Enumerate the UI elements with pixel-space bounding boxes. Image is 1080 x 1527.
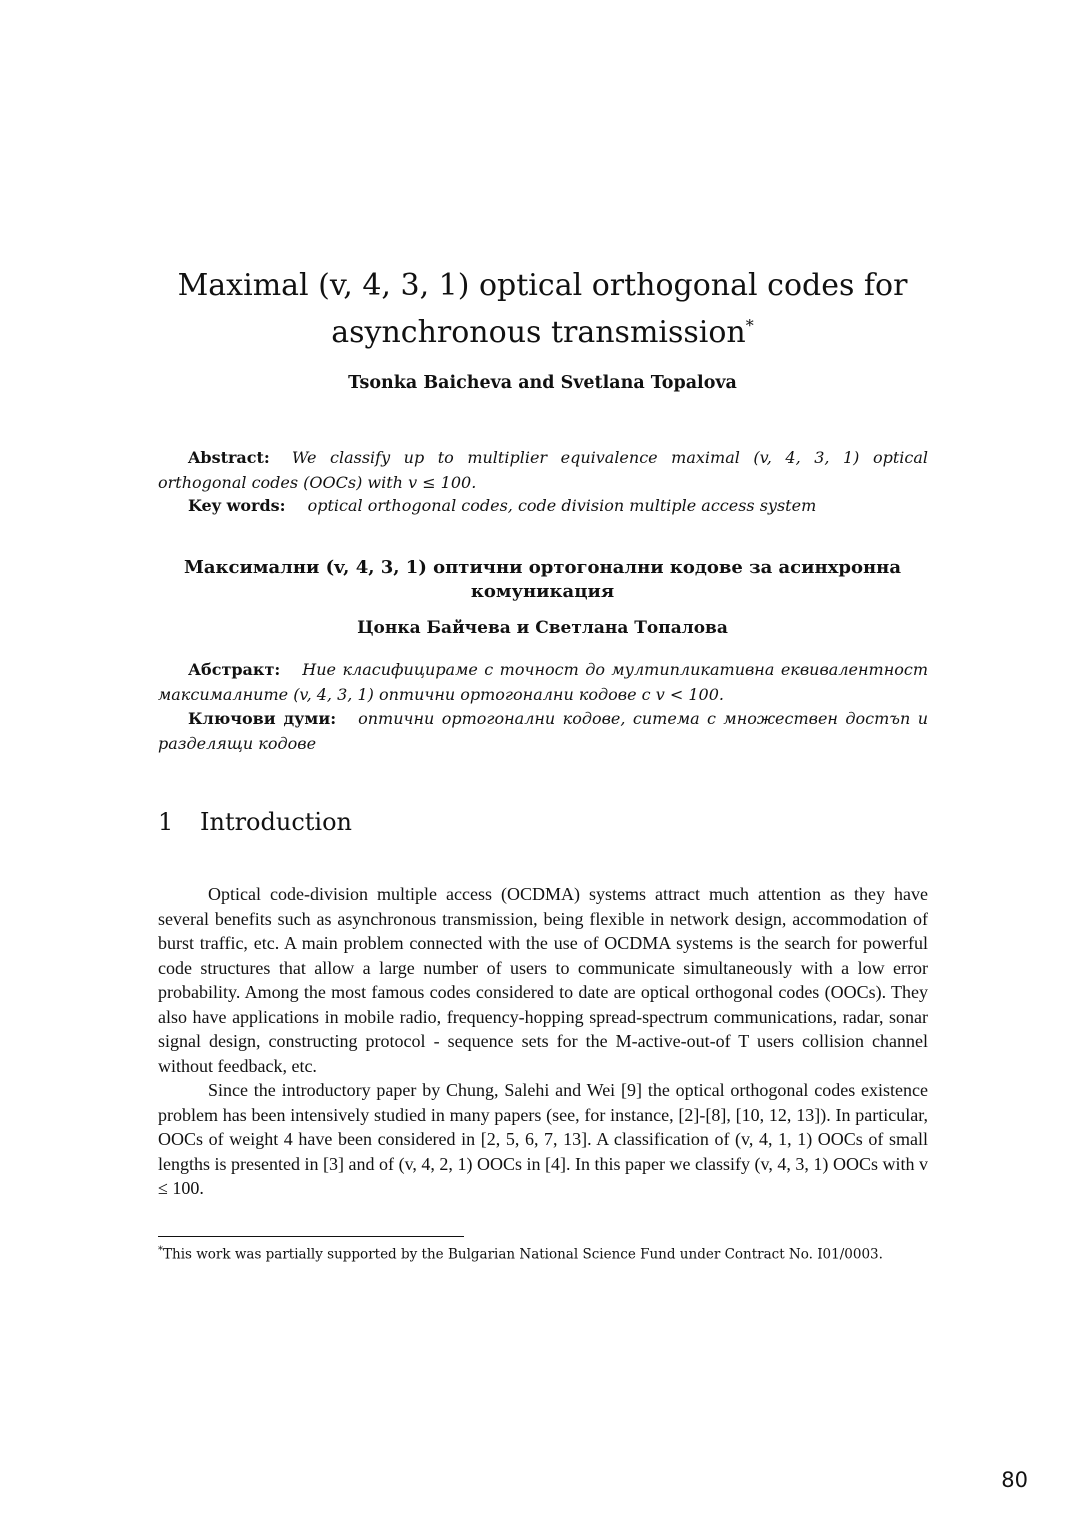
paragraph: Optical code-division multiple access (OCDMA) systems attract much attention as they have several benefits such as asynchronous transmission, being flexible in network design, accommodation of burst traffic, etc. A main problem connected with the use of OCDMA systems is the search for powerful code structures that allow a large number of users to communicate simultaneously with a low error probability. Among the most famous codes considered to date are optical orthogonal codes (OOCs). They also have applications in mobile radio, frequency-hopping spread-spectrum communications, radar, sonar signal design, constructing protocol - sequence sets for the M-active-out-of T users collision channel without feedback, etc. <box>158 884 928 1076</box>
footnote-marker: * <box>158 1245 163 1256</box>
title-line-2 <box>150 306 935 353</box>
section-number: 1 <box>158 808 174 836</box>
bg-abstract <box>158 658 928 707</box>
keywords <box>158 494 928 519</box>
bg-abstract-label: Абстракт: <box>188 660 281 679</box>
bg-keywords-text: оптични ортогонални кодове, ситема с множествен достъп и разделящи кодове <box>158 709 928 753</box>
bg-abstract-text: Ние класифицираме с точност до мултипликативна еквивалентност максималните (v, 4, 3, 1) оптични ортогонални кодове с v < 100. <box>158 660 928 704</box>
introduction-body <box>158 882 928 1201</box>
keywords-label: Key words: <box>188 496 286 515</box>
section-title: Introduction <box>200 808 352 836</box>
bg-authors: Цонка Байчева и Светлана Топалова <box>357 618 728 638</box>
keywords-text: optical orthogonal codes, code division multiple access system <box>307 496 817 515</box>
footnote-rule <box>158 1236 464 1237</box>
footnote <box>158 1241 928 1265</box>
bg-keywords <box>158 707 928 756</box>
title-line-1: Maximal (v, 4, 3, 1) optical orthogonal codes for <box>177 268 908 303</box>
abstract-text: We classify up to multiplier equivalence maximal (v, 4, 3, 1) optical orthogonal codes (OOCs) with v ≤ 100. <box>158 448 928 492</box>
paragraph: Since the introductory paper by Chung, Salehi and Wei [9] the optical orthogonal codes existence problem has been intensively studied in many papers (see, for instance, [2]-[8], [10, 12, 13]). In particular, OOCs of weight 4 have been considered in [2, 5, 6, 7, 13]. A classification of (v, 4, 1, 1) OOCs of small lengths is presented in [3] and of (v, 4, 2, 1) OOCs in [4]. In this paper we classify (v, 4, 3, 1) OOCs with v ≤ 100. <box>158 1080 928 1198</box>
authors: Tsonka Baicheva and Svetlana Topalova <box>348 373 737 393</box>
page-number: 80 <box>1001 1468 1028 1492</box>
section-heading <box>158 808 352 836</box>
title-line-2-text: asynchronous transmission <box>331 315 746 350</box>
abstract-label: Abstract: <box>188 448 270 467</box>
footnote-text: This work was partially supported by the Bulgarian National Science Fund under Contract No. I01/0003. <box>163 1246 883 1263</box>
bg-title: Максимални (v, 4, 3, 1) оптични ортогонални кодове за асинхронна комуникация <box>183 557 902 602</box>
abstract <box>158 446 928 495</box>
bg-keywords-label: Ключови думи: <box>188 709 337 728</box>
title-footnote-marker: * <box>745 316 754 335</box>
paper-title <box>150 266 935 353</box>
